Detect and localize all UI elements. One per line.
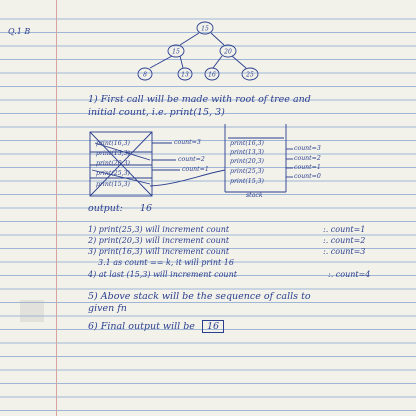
right-stack-entry: print(20,3) [230,158,264,165]
right-stack-entry: print(13,3) [230,149,264,156]
step1-line1: 1) First call will be made with root of tree and [88,94,311,105]
step-row [88,225,366,235]
left-stack-entry: print(25,3) [96,170,130,177]
step-row [98,258,234,268]
left-stack-entry: print(20,3) [96,160,130,167]
tree-node-root [197,22,213,34]
svg-text:16: 16 [208,71,216,79]
step-result: :. count=2 [323,236,366,245]
step-text: 4) at last (15,3) will increment count [88,270,237,279]
tree-node-left [168,45,184,57]
left-stack-annotation: count=2 [178,156,205,163]
left-stack-entry: print(13,3) [96,150,130,157]
tree-leaf-1 [138,68,152,80]
stack-label: stack [246,192,263,199]
right-stack-annotation: count=1 [294,164,321,171]
output-value: 16 [139,203,152,214]
left-stack-entry: print(16,3) [96,140,130,147]
question-label: Q.1 B [8,27,31,36]
step5-line2: given fn [88,303,127,314]
final-value: 16 [202,320,224,333]
final-line [88,322,224,332]
step-text: 1) print(25,3) will increment count [88,225,230,234]
svg-text:25: 25 [246,71,254,79]
tree-leaf-4 [242,68,258,80]
svg-text:15: 15 [201,25,209,33]
step-text: 3.1 as count == k, it will print 16 [98,258,234,267]
right-stack-entry: print(16,3) [230,140,264,147]
step-text: 3) print(16,3) will increment count [88,247,230,256]
step-result: :. count=1 [323,225,366,234]
tree-leaf-3 [205,68,219,80]
final-label: 6) Final output will be [88,321,195,332]
output-line [88,204,152,214]
left-stack-annotation: count=3 [174,139,201,146]
step-row [88,236,366,246]
step-row [88,247,366,257]
left-stack-entry: print(15,3) [96,181,130,188]
step-result: :. count=3 [323,247,366,256]
right-stack-annotation: count=0 [294,173,321,180]
right-stack-annotation: count=2 [294,155,321,162]
svg-text:8: 8 [143,71,147,79]
right-stack-entry: print(25,3) [230,168,264,175]
step-row [88,270,371,280]
step1-line2: initial count, i.e. print(15, 3) [88,107,225,118]
output-label: output: [88,203,123,214]
step-result: :. count=4 [328,270,371,279]
right-stack-entry: print(15,3) [230,178,264,185]
svg-text:13: 13 [181,71,189,79]
left-stack-annotation: count=1 [182,166,209,173]
svg-text:20: 20 [224,48,232,56]
tree-leaf-2 [178,68,192,80]
tree-node-right [220,45,236,57]
step-text: 2) print(20,3) will increment count [88,236,230,245]
svg-text:15: 15 [172,48,180,56]
step5-line1: 5) Above stack will be the sequence of calls to [88,291,311,302]
right-stack-annotation: count=3 [294,145,321,152]
